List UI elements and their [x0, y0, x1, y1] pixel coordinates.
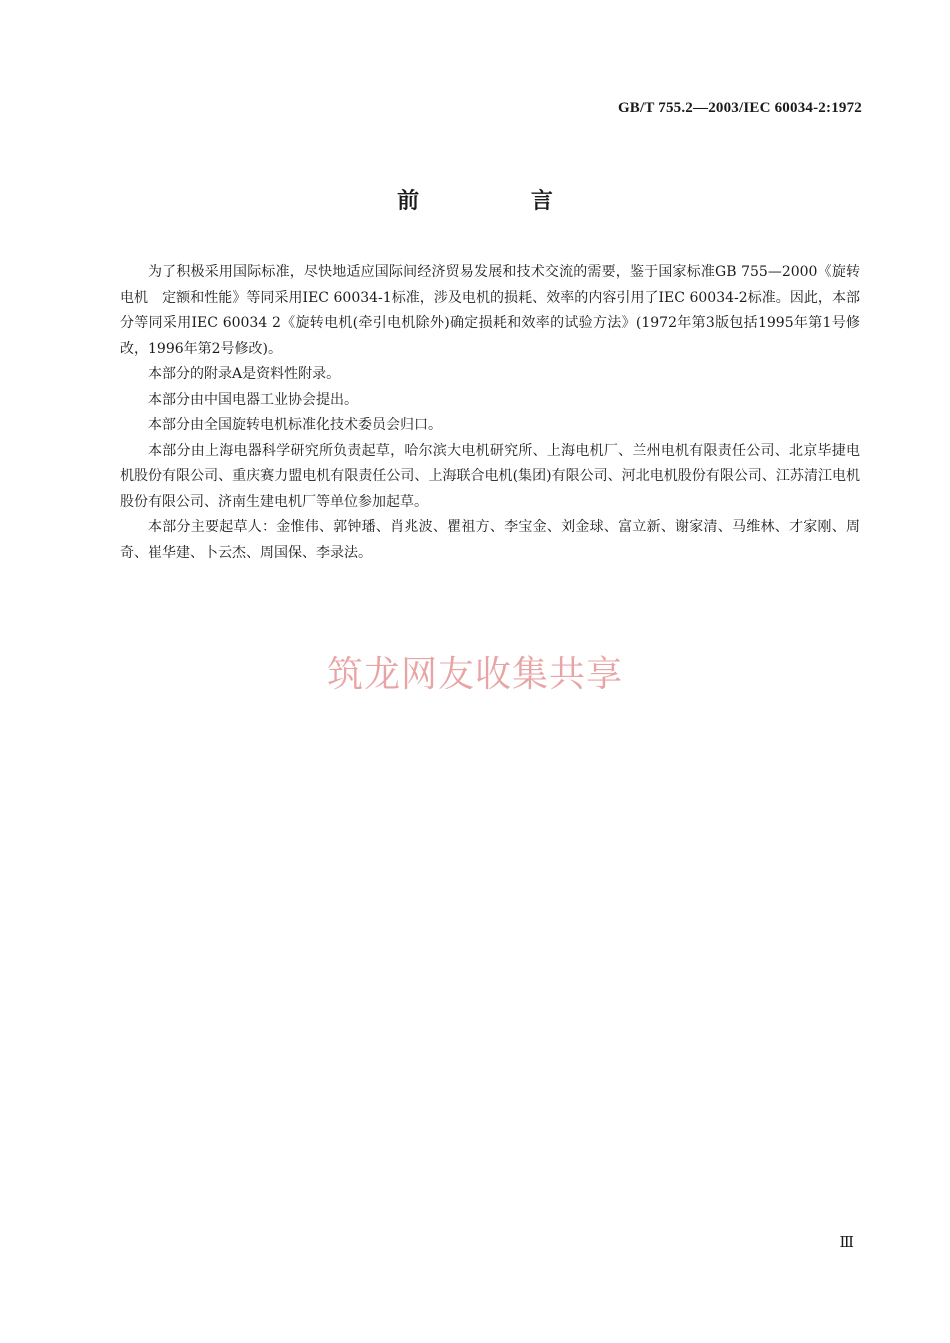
paragraph-annex: 本部分的附录A是资料性附录。	[148, 366, 341, 382]
page-title: 前 言	[397, 189, 605, 214]
paragraph-intro: 为了积极采用国际标准，尽快地适应国际间经济贸易发展和技术交流的需要，鉴于国家标准GB 755—2000《旋转电机 定额和性能》等同采用IEC 60034-1标准，涉及电机的损耗、效率的内容引用了IEC 60034-2标准。因此，本部分等同采用IEC 60034 2《旋转电机(牵引电机除外)确定损耗和效率的试验方法》(1972年第3版包括1995年第1号修改，1996年第2号修改)。	[120, 264, 860, 357]
foreword-body	[120, 260, 860, 566]
paragraph-proposer: 本部分由中国电器工业协会提出。	[148, 391, 358, 408]
page-number: Ⅲ	[839, 1235, 854, 1251]
paragraph-drafting-units: 本部分由上海电器科学研究所负责起草，哈尔滨大电机研究所、上海电机厂、兰州电机有限责任公司、北京毕捷电机股份有限公司、重庆赛力盟电机有限责任公司、上海联合电机(集团)有限公司、河北电机股份有限公司、江苏清江电机股份有限公司、济南生建电机厂等单位参加起草。	[120, 442, 860, 510]
paragraph-drafters: 本部分主要起草人：金惟伟、郭钟璠、肖兆波、瞿祖方、李宝金、刘金球、富立新、谢家清、马维林、才家刚、周奇、崔华建、卜云杰、周国保、李录法。	[120, 519, 860, 561]
paragraph-committee: 本部分由全国旋转电机标准化技术委员会归口。	[148, 417, 442, 433]
watermark-text: 筑龙网友收集共享	[326, 654, 623, 695]
standard-code: GB/T 755.2—2003/IEC 60034-2:1972	[617, 100, 862, 116]
